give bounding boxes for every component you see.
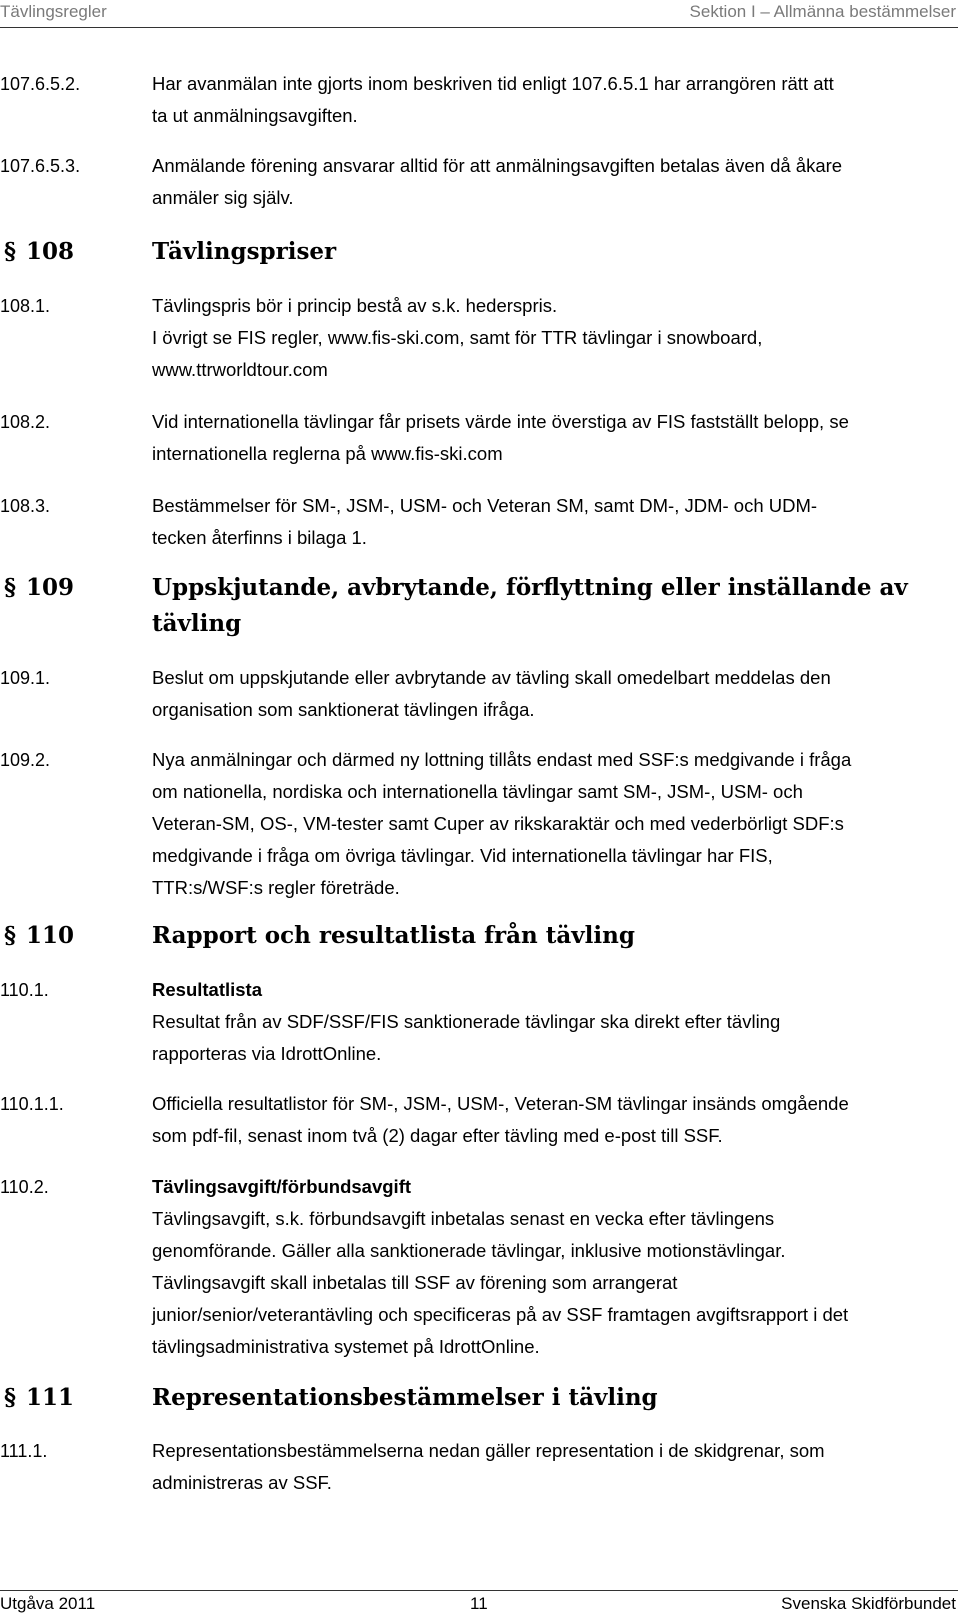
text-line: Tävlingspris bör i princip bestå av s.k. hederspris. bbox=[152, 295, 558, 316]
section-title: Representationsbestämmelser i tävling bbox=[152, 1384, 658, 1411]
text-line: I övrigt se FIS regler, www.fis-ski.com, samt för TTR tävlingar i snowboard, bbox=[152, 327, 763, 348]
paragraph-number: 110.1. bbox=[0, 980, 49, 1000]
text-line: Tävlingsavgift skall inbetalas till SSF av förening som arrangerat bbox=[152, 1272, 678, 1293]
text-line: administreras av SSF. bbox=[152, 1472, 332, 1493]
section-number: 108 bbox=[26, 238, 75, 265]
paragraph-text bbox=[152, 290, 960, 386]
footer-divider bbox=[0, 1590, 958, 1591]
paragraph-number: 108.1. bbox=[0, 296, 51, 316]
paragraph-number: 109.1. bbox=[0, 668, 51, 688]
text-line: tecken återfinns i bilaga 1. bbox=[152, 527, 367, 548]
page-footer bbox=[0, 1594, 960, 1616]
paragraph-number: 107.6.5.3. bbox=[0, 156, 81, 176]
text-line: rapporteras via IdrottOnline. bbox=[152, 1043, 382, 1064]
section-number: 111 bbox=[26, 1384, 75, 1411]
paragraph-number: 108.3. bbox=[0, 496, 51, 516]
paragraph-number: 111.1. bbox=[0, 1441, 48, 1461]
paragraph-text bbox=[152, 406, 960, 470]
text-line: om nationella, nordiska och internationella tävlingar samt SM-, JSM-, USM- och bbox=[152, 781, 803, 802]
paragraph-text bbox=[152, 744, 960, 904]
paragraph-text bbox=[152, 1088, 960, 1152]
paragraph-text bbox=[152, 150, 960, 214]
text-line: internationella reglerna på www.fis-ski.com bbox=[152, 443, 503, 464]
paragraph-text bbox=[152, 490, 960, 554]
section-title: Rapport och resultatlista från tävling bbox=[152, 922, 635, 949]
paragraph-number: 108.2. bbox=[0, 412, 51, 432]
paragraph-number: 107.6.5.2. bbox=[0, 74, 81, 94]
text-line: Bestämmelser för SM-, JSM-, USM- och Veteran SM, samt DM-, JDM- och UDM- bbox=[152, 495, 818, 516]
page-number: 11 bbox=[470, 1594, 488, 1613]
paragraph-number: 109.2. bbox=[0, 750, 51, 770]
paragraph-text bbox=[152, 68, 960, 132]
footer-edition: Utgåva 2011 bbox=[0, 1594, 96, 1613]
header-section-title: Sektion I – Allmänna bestämmelser bbox=[689, 2, 956, 21]
paragraph-text bbox=[152, 662, 960, 726]
text-line: junior/senior/veterantävling och specificeras på av SSF framtagen avgiftsrapport i det bbox=[152, 1304, 849, 1325]
text-line: Tävlingsavgift, s.k. förbundsavgift inbetalas senast en vecka efter tävlingens bbox=[152, 1208, 775, 1229]
section-sign-icon: § bbox=[4, 922, 17, 949]
text-line: genomförande. Gäller alla sanktionerade tävlingar, inklusive motionstävlingar. bbox=[152, 1240, 786, 1261]
text-line: ta ut anmälningsavgiften. bbox=[152, 105, 358, 126]
text-line: Anmälande förening ansvarar alltid för att anmälningsavgiften betalas även då åkare bbox=[152, 155, 843, 176]
section-sign-icon: § bbox=[4, 238, 17, 265]
paragraph-text bbox=[152, 1171, 960, 1363]
text-line: organisation som sanktionerat tävlingen ifråga. bbox=[152, 699, 535, 720]
header-divider bbox=[0, 27, 958, 28]
section-sign-icon: § bbox=[4, 1384, 17, 1411]
text-line: TTR:s/WSF:s regler företräde. bbox=[152, 877, 400, 898]
text-line: Officiella resultatlistor för SM-, JSM-, USM-, Veteran-SM tävlingar insänds omgående bbox=[152, 1093, 849, 1114]
text-line: anmäler sig själv. bbox=[152, 187, 294, 208]
text-line: Representationsbestämmelserna nedan gäller representation i de skidgrenar, som bbox=[152, 1440, 825, 1461]
text-line: som pdf-fil, senast inom två (2) dagar efter tävling med e-post till SSF. bbox=[152, 1125, 723, 1146]
paragraph-heading: Resultatlista bbox=[152, 979, 263, 1000]
paragraph-text bbox=[152, 1435, 960, 1499]
paragraph-number: 110.2. bbox=[0, 1177, 49, 1197]
section-number: 109 bbox=[26, 574, 75, 601]
header-document-title: Tävlingsregler bbox=[0, 2, 107, 21]
section-sign-icon: § bbox=[4, 574, 17, 601]
section-title: Uppskjutande, avbrytande, förflyttning eller inställande av tävling bbox=[152, 574, 908, 637]
section-title: Tävlingspriser bbox=[152, 238, 337, 265]
text-line: Nya anmälningar och därmed ny lottning tillåts endast med SSF:s medgivande i fråga bbox=[152, 749, 852, 770]
page-header bbox=[0, 0, 960, 24]
paragraph-number: 110.1.1. bbox=[0, 1094, 64, 1114]
paragraph-heading: Tävlingsavgift/förbundsavgift bbox=[152, 1176, 412, 1197]
paragraph-text bbox=[152, 974, 960, 1070]
text-line: Vid internationella tävlingar får prisets värde inte överstiga av FIS fastställt belopp, se bbox=[152, 411, 849, 432]
text-line: Veteran-SM, OS-, VM-tester samt Cuper av rikskaraktär och med vederbörligt SDF:s bbox=[152, 813, 844, 834]
section-number: 110 bbox=[26, 922, 75, 949]
text-line: www.ttrworldtour.com bbox=[152, 359, 328, 380]
text-line: Beslut om uppskjutande eller avbrytande av tävling skall omedelbart meddelas den bbox=[152, 667, 831, 688]
text-line: tävlingsadministrativa systemet på IdrottOnline. bbox=[152, 1336, 540, 1357]
text-line: Resultat från av SDF/SSF/FIS sanktionerade tävlingar ska direkt efter tävling bbox=[152, 1011, 781, 1032]
footer-organization: Svenska Skidförbundet bbox=[781, 1594, 956, 1613]
text-line: medgivande i fråga om övriga tävlingar. Vid internationella tävlingar har FIS, bbox=[152, 845, 773, 866]
text-line: Har avanmälan inte gjorts inom beskriven tid enligt 107.6.5.1 har arrangören rätt att bbox=[152, 73, 834, 94]
